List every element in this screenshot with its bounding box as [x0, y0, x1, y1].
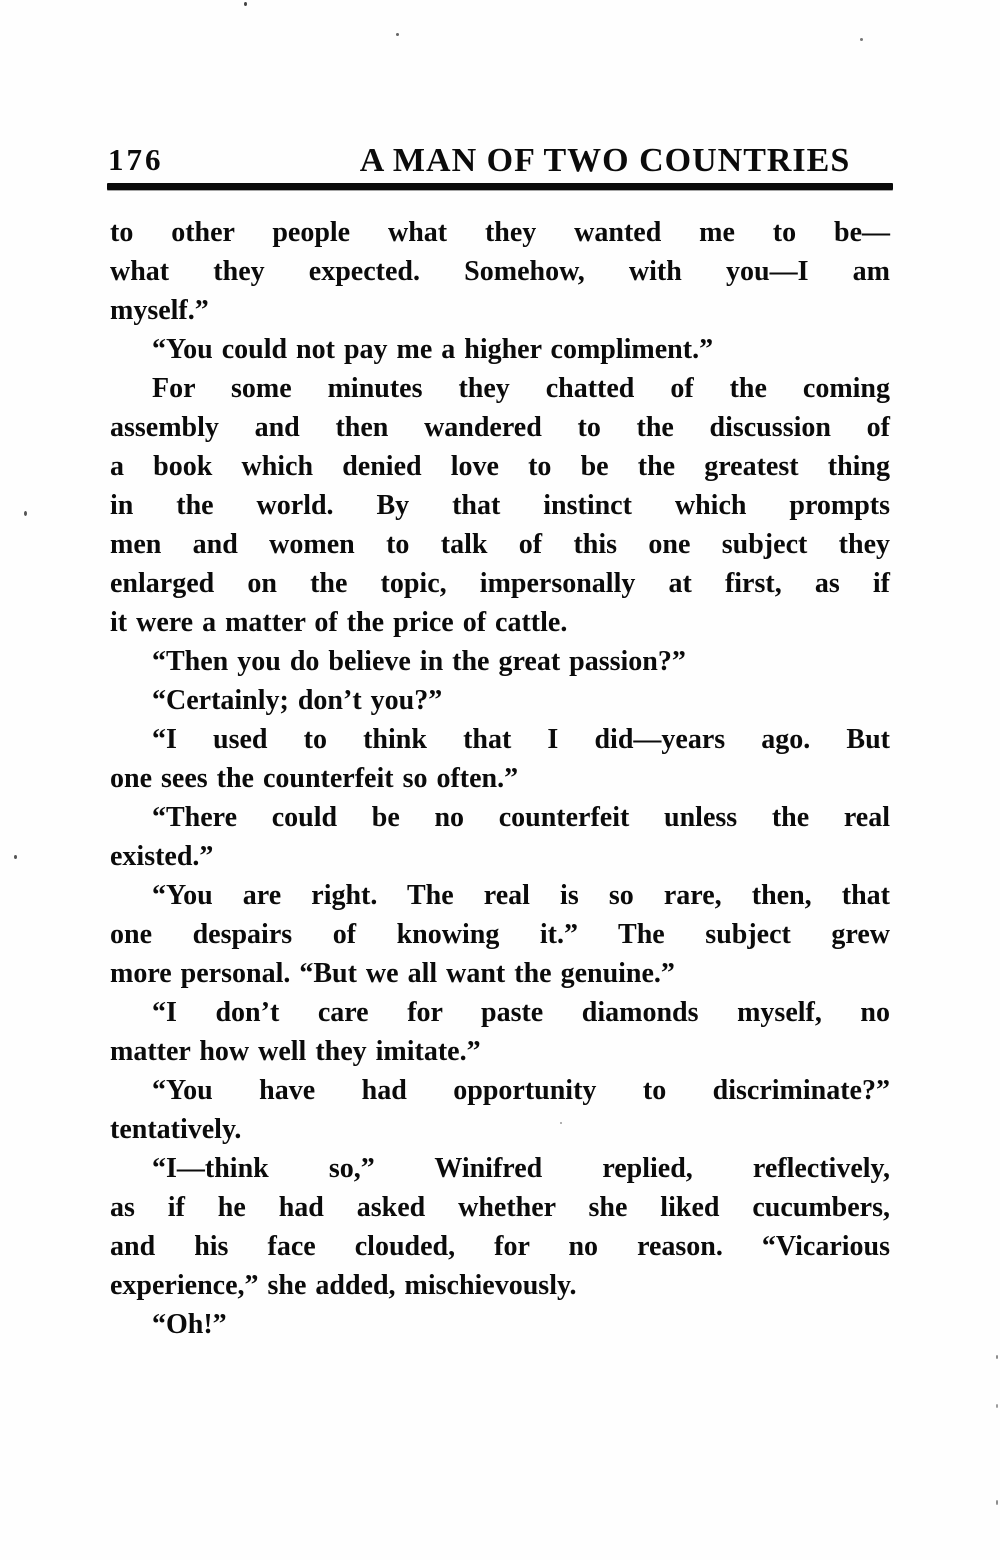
paragraph [110, 876, 890, 993]
text-line: “I don’t care for paste diamonds myself, no [152, 997, 890, 1028]
text-line: a book which denied love to be the greatest thing [110, 451, 890, 482]
scan-speck [996, 1500, 998, 1505]
text-line: it were a matter of the price of cattle. [110, 607, 568, 638]
paragraph [110, 1305, 890, 1344]
paragraph [110, 330, 890, 369]
text-line: myself.” [110, 295, 209, 326]
paragraph [110, 369, 890, 642]
text-line: “Then you do believe in the great passion?” [152, 646, 686, 677]
running-title: A MAN OF TWO COUNTRIES [359, 142, 851, 179]
text-line: what they expected. Somehow, with you—I am [110, 256, 890, 287]
text-line: in the world. By that instinct which prompts [110, 490, 890, 521]
paragraph [110, 798, 890, 876]
text-line: as if he had asked whether she liked cucumbers, [110, 1192, 890, 1223]
scan-speck [396, 33, 399, 36]
text-line: “I used to think that I did—years ago. But [152, 724, 890, 755]
text-line: one despairs of knowing it.” The subject grew [110, 919, 890, 950]
paragraph [110, 213, 890, 330]
paragraph [110, 681, 890, 720]
text-line: “Certainly; don’t you?” [152, 685, 443, 716]
text-line: “You are right. The real is so rare, then, that [152, 880, 890, 911]
scan-speck [244, 2, 247, 6]
scan-speck [14, 855, 17, 859]
text-block [110, 213, 890, 1344]
text-line: assembly and then wandered to the discussion of [110, 412, 890, 443]
paragraph [110, 1149, 890, 1305]
paragraph [110, 1071, 890, 1149]
text-line: “There could be no counterfeit unless the real [152, 802, 890, 833]
text-line: and his face clouded, for no reason. “Vicarious [110, 1231, 890, 1262]
scan-speck [996, 1404, 998, 1408]
text-line: tentatively. [110, 1114, 242, 1145]
paragraph [110, 993, 890, 1071]
scan-speck [560, 1122, 562, 1124]
text-line: matter how well they imitate.” [110, 1036, 481, 1067]
scan-speck [996, 1355, 998, 1359]
text-line: more personal. “But we all want the genuine.” [110, 958, 675, 989]
header-rule [107, 183, 893, 190]
text-line: enlarged on the topic, impersonally at first, as if [110, 568, 890, 599]
text-line: experience,” she added, mischievously. [110, 1270, 577, 1301]
paragraph [110, 642, 890, 681]
text-line: “I—think so,” Winifred replied, reflectively, [152, 1153, 890, 1184]
scan-speck [860, 38, 863, 41]
text-line: to other people what they wanted me to be— [110, 217, 890, 248]
page-number: 176 [108, 142, 164, 177]
text-line: “You have had opportunity to discriminate?” [152, 1075, 890, 1106]
running-header [108, 134, 890, 180]
text-line: “You could not pay me a higher compliment.” [152, 334, 714, 365]
paragraph [110, 720, 890, 798]
scan-speck [24, 511, 27, 516]
text-line: one sees the counterfeit so often.” [110, 763, 519, 794]
text-line: For some minutes they chatted of the coming [152, 373, 890, 404]
text-line: “Oh!” [152, 1309, 227, 1340]
text-line: men and women to talk of this one subject they [110, 529, 890, 560]
text-line: existed.” [110, 841, 214, 872]
